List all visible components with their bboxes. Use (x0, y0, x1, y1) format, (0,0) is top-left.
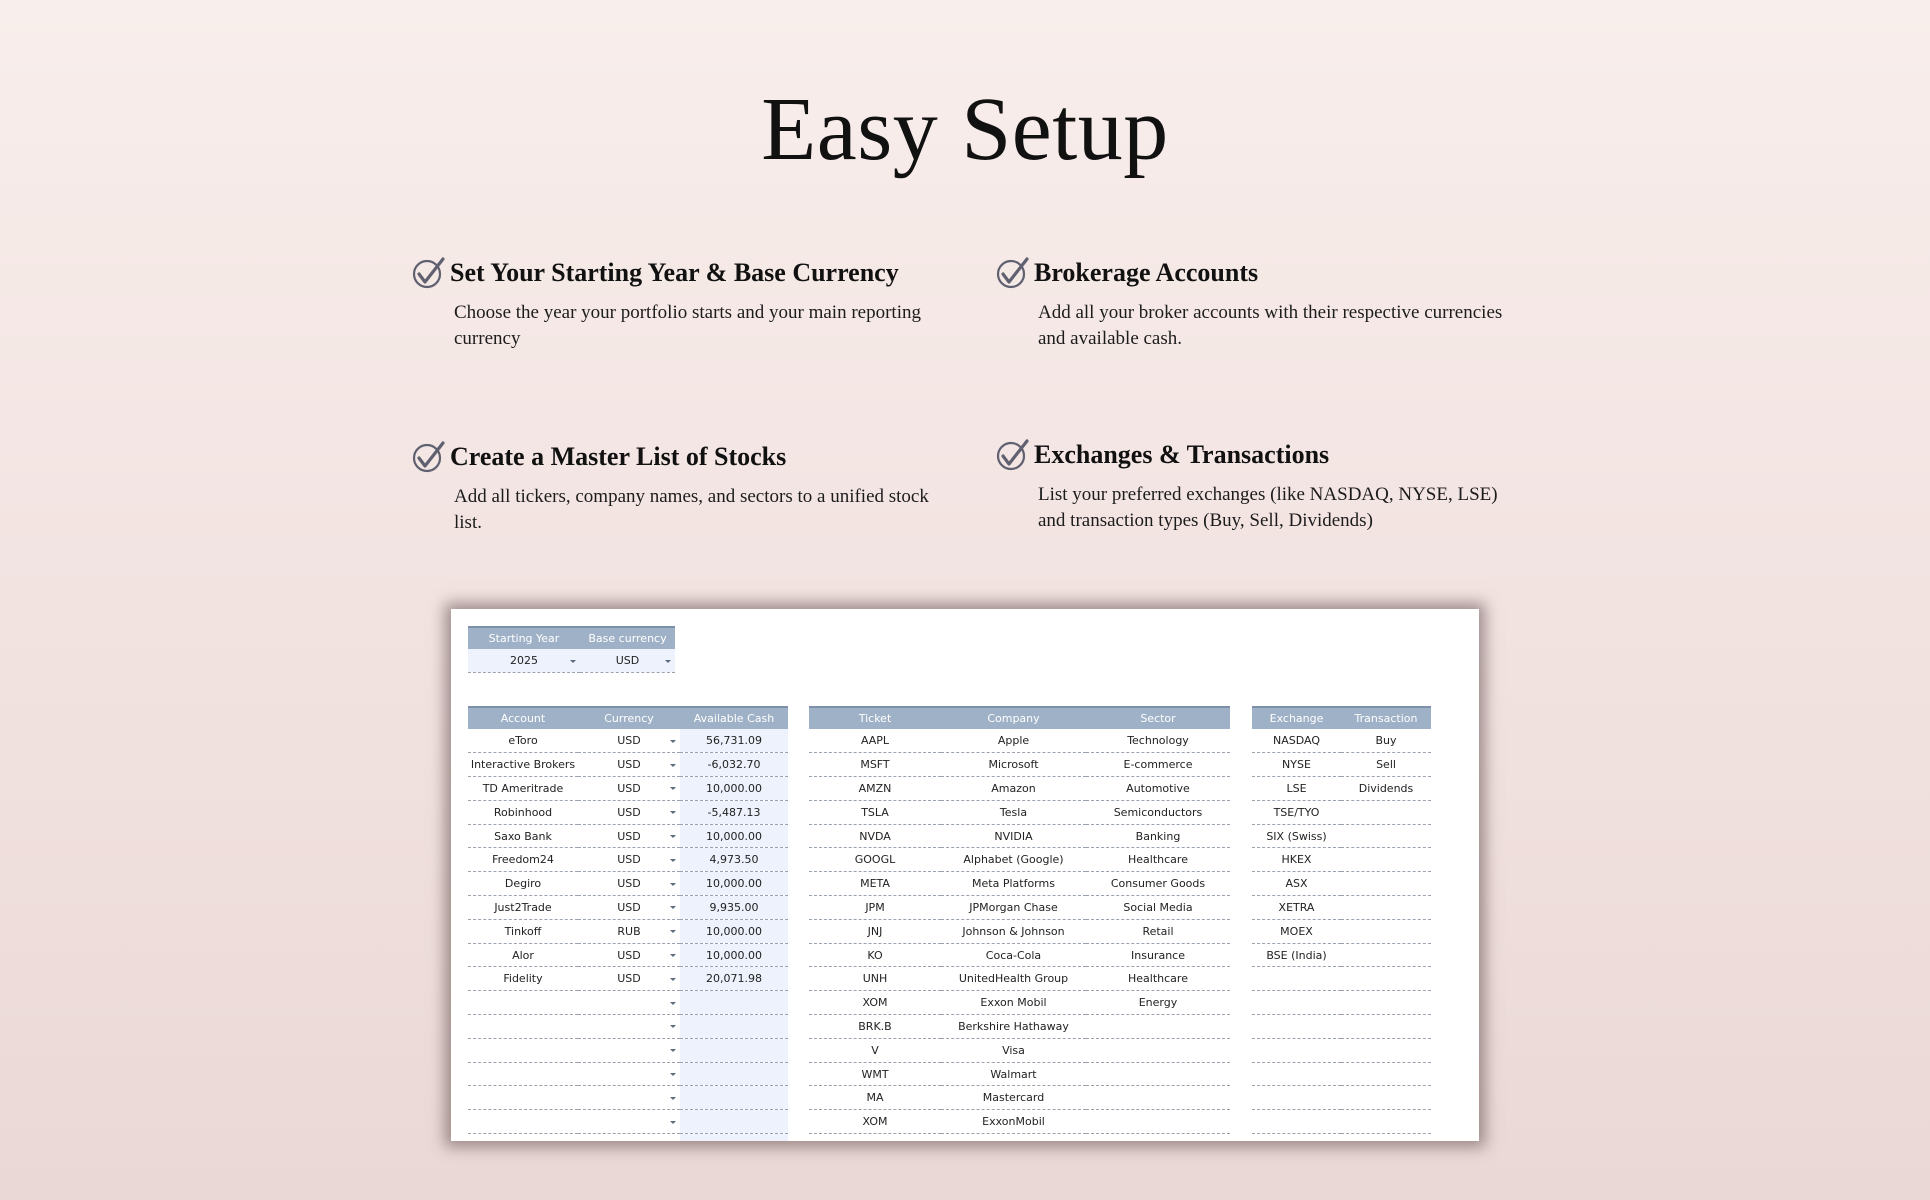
ticket-cell[interactable]: KO (809, 943, 941, 967)
currency-select[interactable] (578, 1110, 680, 1134)
exchange-cell[interactable] (1252, 991, 1341, 1015)
account-cell[interactable]: Interactive Brokers (468, 753, 578, 777)
company-cell[interactable]: Berkshire Hathaway (941, 1015, 1086, 1039)
table-row (809, 1015, 1230, 1039)
table-row (468, 800, 788, 824)
transaction-cell[interactable] (1341, 943, 1431, 967)
sector-cell[interactable]: Healthcare (1086, 967, 1230, 991)
column-header-currency: Currency (578, 707, 680, 729)
transaction-cell[interactable]: Buy (1341, 729, 1431, 753)
transaction-cell[interactable]: Dividends (1341, 777, 1431, 801)
table-row (809, 1110, 1230, 1134)
ticket-cell[interactable]: AAPL (809, 729, 941, 753)
company-cell[interactable]: UnitedHealth Group (941, 967, 1086, 991)
column-header-available-cash: Available Cash (680, 707, 788, 729)
currency-select[interactable] (578, 1038, 680, 1062)
cash-cell[interactable]: 10,000.00 (680, 943, 788, 967)
sector-cell[interactable] (1086, 1086, 1230, 1110)
transaction-cell[interactable] (1341, 848, 1431, 872)
feature-description: Add all tickers, company names, and sectors to a unified stock list. (454, 486, 929, 533)
column-header-account: Account (468, 707, 578, 729)
feature-description: List your preferred exchanges (like NASDAQ, NYSE, LSE) and transaction types (Buy, Sell, Dividends) (1038, 484, 1498, 531)
table-row (809, 777, 1230, 801)
account-cell[interactable] (468, 1134, 578, 1141)
table-row (468, 729, 788, 753)
table-row (468, 1086, 788, 1110)
company-cell[interactable]: NVIDIA (941, 824, 1086, 848)
account-cell[interactable]: Freedom24 (468, 848, 578, 872)
sector-cell[interactable]: Retail (1086, 919, 1230, 943)
column-header-base-currency: Base currency (580, 627, 675, 649)
currency-select[interactable]: USD (578, 753, 680, 777)
sector-cell[interactable]: Technology (1086, 729, 1230, 753)
account-cell[interactable] (468, 1062, 578, 1086)
checkmark-circle-icon (412, 256, 446, 290)
column-header-transaction: Transaction (1341, 707, 1431, 729)
sector-cell[interactable]: Healthcare (1086, 848, 1230, 872)
account-cell[interactable]: TD Ameritrade (468, 777, 578, 801)
cash-cell[interactable]: 4,973.50 (680, 848, 788, 872)
table-row (809, 1086, 1230, 1110)
table-row (809, 919, 1230, 943)
ticket-cell[interactable]: MSFT (809, 753, 941, 777)
sector-cell[interactable] (1086, 1110, 1230, 1134)
currency-select[interactable]: USD (578, 729, 680, 753)
company-cell[interactable]: Amazon (941, 777, 1086, 801)
exchange-cell[interactable] (1252, 1110, 1341, 1134)
table-row (1252, 1015, 1431, 1039)
spreadsheet-preview (451, 609, 1479, 1141)
sector-cell[interactable]: Social Media (1086, 896, 1230, 920)
account-cell[interactable] (468, 1038, 578, 1062)
feature-exchanges-transactions (996, 438, 1516, 534)
transaction-cell[interactable] (1341, 800, 1431, 824)
cash-cell[interactable]: 9,935.00 (680, 896, 788, 920)
ticket-cell[interactable]: META (809, 872, 941, 896)
account-cell[interactable]: Tinkoff (468, 919, 578, 943)
cash-cell[interactable] (680, 1110, 788, 1134)
ticket-cell[interactable] (809, 1134, 941, 1141)
exchange-cell[interactable]: NYSE (1252, 753, 1341, 777)
exchange-cell[interactable] (1252, 1038, 1341, 1062)
table-row (1252, 777, 1431, 801)
table-row (468, 1134, 788, 1141)
sector-cell[interactable]: E-commerce (1086, 753, 1230, 777)
ticket-cell[interactable]: BRK.B (809, 1015, 941, 1039)
account-cell[interactable]: Saxo Bank (468, 824, 578, 848)
ticket-cell[interactable]: JPM (809, 896, 941, 920)
company-cell[interactable]: Mastercard (941, 1086, 1086, 1110)
table-row (468, 991, 788, 1015)
accounts-table (468, 706, 788, 1141)
account-cell[interactable] (468, 1015, 578, 1039)
transaction-cell[interactable]: Sell (1341, 753, 1431, 777)
exchange-cell[interactable]: HKEX (1252, 848, 1341, 872)
exchange-cell[interactable] (1252, 1062, 1341, 1086)
cash-cell[interactable]: -6,032.70 (680, 753, 788, 777)
sector-cell[interactable]: Automotive (1086, 777, 1230, 801)
sector-cell[interactable] (1086, 1134, 1230, 1141)
sector-cell[interactable]: Consumer Goods (1086, 872, 1230, 896)
company-cell[interactable]: Microsoft (941, 753, 1086, 777)
cash-cell[interactable]: 56,731.09 (680, 729, 788, 753)
currency-select[interactable]: USD (578, 967, 680, 991)
table-row (468, 753, 788, 777)
ticket-cell[interactable]: XOM (809, 1110, 941, 1134)
company-cell[interactable]: Tesla (941, 800, 1086, 824)
feature-description: Add all your broker accounts with their respective currencies and available cash. (1038, 302, 1503, 349)
table-row (809, 967, 1230, 991)
feature-starting-year (412, 256, 932, 352)
currency-select[interactable]: USD (578, 824, 680, 848)
table-row (1252, 753, 1431, 777)
exchanges-table (1252, 706, 1431, 1141)
column-header-ticket: Ticket (809, 707, 941, 729)
transaction-cell[interactable] (1341, 1015, 1431, 1039)
currency-select[interactable] (578, 1015, 680, 1039)
ticket-cell[interactable]: JNJ (809, 919, 941, 943)
column-header-exchange: Exchange (1252, 707, 1341, 729)
settings-table (468, 626, 675, 673)
transaction-cell[interactable] (1341, 824, 1431, 848)
table-row (1252, 1134, 1431, 1141)
company-cell[interactable]: Apple (941, 729, 1086, 753)
table-row (1252, 800, 1431, 824)
table-row (1252, 919, 1431, 943)
table-row (809, 896, 1230, 920)
ticket-cell[interactable]: V (809, 1038, 941, 1062)
exchange-cell[interactable]: NASDAQ (1252, 729, 1341, 753)
table-row (809, 1134, 1230, 1141)
sector-cell[interactable]: Semiconductors (1086, 800, 1230, 824)
ticket-cell[interactable]: WMT (809, 1062, 941, 1086)
cash-cell[interactable] (680, 1134, 788, 1141)
currency-select[interactable] (578, 1134, 680, 1141)
ticket-cell[interactable]: GOOGL (809, 848, 941, 872)
sector-cell[interactable]: Energy (1086, 991, 1230, 1015)
company-cell[interactable] (941, 1134, 1086, 1141)
company-cell[interactable]: JPMorgan Chase (941, 896, 1086, 920)
currency-select[interactable]: USD (578, 872, 680, 896)
table-row (468, 967, 788, 991)
cash-cell[interactable] (680, 1062, 788, 1086)
company-cell[interactable]: Meta Platforms (941, 872, 1086, 896)
table-row (468, 1015, 788, 1039)
feature-title: Set Your Starting Year & Base Currency (450, 258, 899, 287)
company-cell[interactable]: Coca-Cola (941, 943, 1086, 967)
ticket-cell[interactable]: AMZN (809, 777, 941, 801)
currency-select[interactable]: RUB (578, 919, 680, 943)
table-row (468, 896, 788, 920)
table-row (809, 1038, 1230, 1062)
checkmark-circle-icon (996, 438, 1030, 472)
table-row (809, 943, 1230, 967)
currency-select[interactable]: USD (578, 800, 680, 824)
currency-select[interactable]: USD (578, 848, 680, 872)
cash-cell[interactable]: 20,071.98 (680, 967, 788, 991)
account-cell[interactable] (468, 991, 578, 1015)
sector-cell[interactable] (1086, 1038, 1230, 1062)
cash-cell[interactable] (680, 1086, 788, 1110)
stocks-table (809, 706, 1230, 1141)
page-title: Easy Setup (761, 80, 1169, 179)
table-row (468, 649, 675, 673)
currency-select[interactable]: USD (578, 777, 680, 801)
column-header-sector: Sector (1086, 707, 1230, 729)
cash-cell[interactable]: 10,000.00 (680, 919, 788, 943)
ticket-cell[interactable]: XOM (809, 991, 941, 1015)
table-row (468, 848, 788, 872)
base-currency-select[interactable]: USD (580, 649, 675, 673)
table-row (468, 1038, 788, 1062)
checkmark-circle-icon (996, 256, 1030, 290)
cash-cell[interactable]: 10,000.00 (680, 872, 788, 896)
table-row (1252, 896, 1431, 920)
account-cell[interactable]: Alor (468, 943, 578, 967)
currency-select[interactable] (578, 1062, 680, 1086)
cash-cell[interactable]: 10,000.00 (680, 777, 788, 801)
transaction-cell[interactable] (1341, 967, 1431, 991)
account-cell[interactable]: eToro (468, 729, 578, 753)
account-cell[interactable]: Just2Trade (468, 896, 578, 920)
table-row (468, 943, 788, 967)
table-row (1252, 967, 1431, 991)
cash-cell[interactable]: -5,487.13 (680, 800, 788, 824)
cash-cell[interactable] (680, 991, 788, 1015)
ticket-cell[interactable]: MA (809, 1086, 941, 1110)
company-cell[interactable]: Alphabet (Google) (941, 848, 1086, 872)
table-row (809, 872, 1230, 896)
ticket-cell[interactable]: NVDA (809, 824, 941, 848)
exchange-cell[interactable]: MOEX (1252, 919, 1341, 943)
exchange-cell[interactable]: ASX (1252, 872, 1341, 896)
table-row (809, 1062, 1230, 1086)
table-row (1252, 1038, 1431, 1062)
table-row (809, 991, 1230, 1015)
table-row (1252, 1062, 1431, 1086)
company-cell[interactable]: ExxonMobil (941, 1110, 1086, 1134)
ticket-cell[interactable]: TSLA (809, 800, 941, 824)
table-row (468, 1062, 788, 1086)
sector-cell[interactable]: Banking (1086, 824, 1230, 848)
feature-brokerage-accounts (996, 256, 1516, 352)
company-cell[interactable]: Visa (941, 1038, 1086, 1062)
cash-cell[interactable]: 10,000.00 (680, 824, 788, 848)
table-row (809, 848, 1230, 872)
transaction-cell[interactable] (1341, 1086, 1431, 1110)
cash-cell[interactable] (680, 1015, 788, 1039)
table-row (468, 824, 788, 848)
account-cell[interactable] (468, 1086, 578, 1110)
table-row (1252, 991, 1431, 1015)
transaction-cell[interactable] (1341, 1038, 1431, 1062)
exchange-cell[interactable] (1252, 1086, 1341, 1110)
currency-select[interactable] (578, 1086, 680, 1110)
currency-select[interactable]: USD (578, 943, 680, 967)
table-row (1252, 872, 1431, 896)
exchange-cell[interactable]: BSE (India) (1252, 943, 1341, 967)
transaction-cell[interactable] (1341, 1134, 1431, 1141)
account-cell[interactable]: Robinhood (468, 800, 578, 824)
column-header-company: Company (941, 707, 1086, 729)
currency-select[interactable]: USD (578, 896, 680, 920)
table-row (1252, 824, 1431, 848)
cash-cell[interactable] (680, 1038, 788, 1062)
feature-title: Brokerage Accounts (1034, 258, 1259, 287)
table-row (1252, 1110, 1431, 1134)
exchange-cell[interactable]: LSE (1252, 777, 1341, 801)
transaction-cell[interactable] (1341, 919, 1431, 943)
table-row (1252, 1086, 1431, 1110)
table-row (1252, 943, 1431, 967)
table-row (468, 872, 788, 896)
currency-select[interactable] (578, 991, 680, 1015)
table-row (809, 753, 1230, 777)
sector-cell[interactable] (1086, 1015, 1230, 1039)
exchange-cell[interactable]: TSE/TYO (1252, 800, 1341, 824)
company-cell[interactable]: Johnson & Johnson (941, 919, 1086, 943)
transaction-cell[interactable] (1341, 896, 1431, 920)
transaction-cell[interactable] (1341, 872, 1431, 896)
transaction-cell[interactable] (1341, 1110, 1431, 1134)
table-row (1252, 729, 1431, 753)
sector-cell[interactable]: Insurance (1086, 943, 1230, 967)
account-cell[interactable]: Degiro (468, 872, 578, 896)
feature-title: Exchanges & Transactions (1034, 440, 1330, 469)
table-row (468, 919, 788, 943)
exchange-cell[interactable] (1252, 1134, 1341, 1141)
feature-master-stock-list (412, 440, 932, 536)
feature-description: Choose the year your portfolio starts and your main reporting currency (454, 302, 921, 349)
table-row (468, 777, 788, 801)
table-row (809, 800, 1230, 824)
ticket-cell[interactable]: UNH (809, 967, 941, 991)
exchange-cell[interactable] (1252, 1015, 1341, 1039)
table-row (809, 729, 1230, 753)
exchange-cell[interactable]: SIX (Swiss) (1252, 824, 1341, 848)
transaction-cell[interactable] (1341, 991, 1431, 1015)
exchange-cell[interactable]: XETRA (1252, 896, 1341, 920)
account-cell[interactable]: Fidelity (468, 967, 578, 991)
feature-title: Create a Master List of Stocks (450, 442, 787, 471)
starting-year-select[interactable]: 2025 (468, 649, 580, 673)
table-row (1252, 848, 1431, 872)
table-row (809, 824, 1230, 848)
checkmark-circle-icon (412, 440, 446, 474)
sector-cell[interactable] (1086, 1062, 1230, 1086)
transaction-cell[interactable] (1341, 1062, 1431, 1086)
exchange-cell[interactable] (1252, 967, 1341, 991)
column-header-starting-year: Starting Year (468, 627, 580, 649)
account-cell[interactable] (468, 1110, 578, 1134)
table-row (468, 1110, 788, 1134)
company-cell[interactable]: Walmart (941, 1062, 1086, 1086)
company-cell[interactable]: Exxon Mobil (941, 991, 1086, 1015)
